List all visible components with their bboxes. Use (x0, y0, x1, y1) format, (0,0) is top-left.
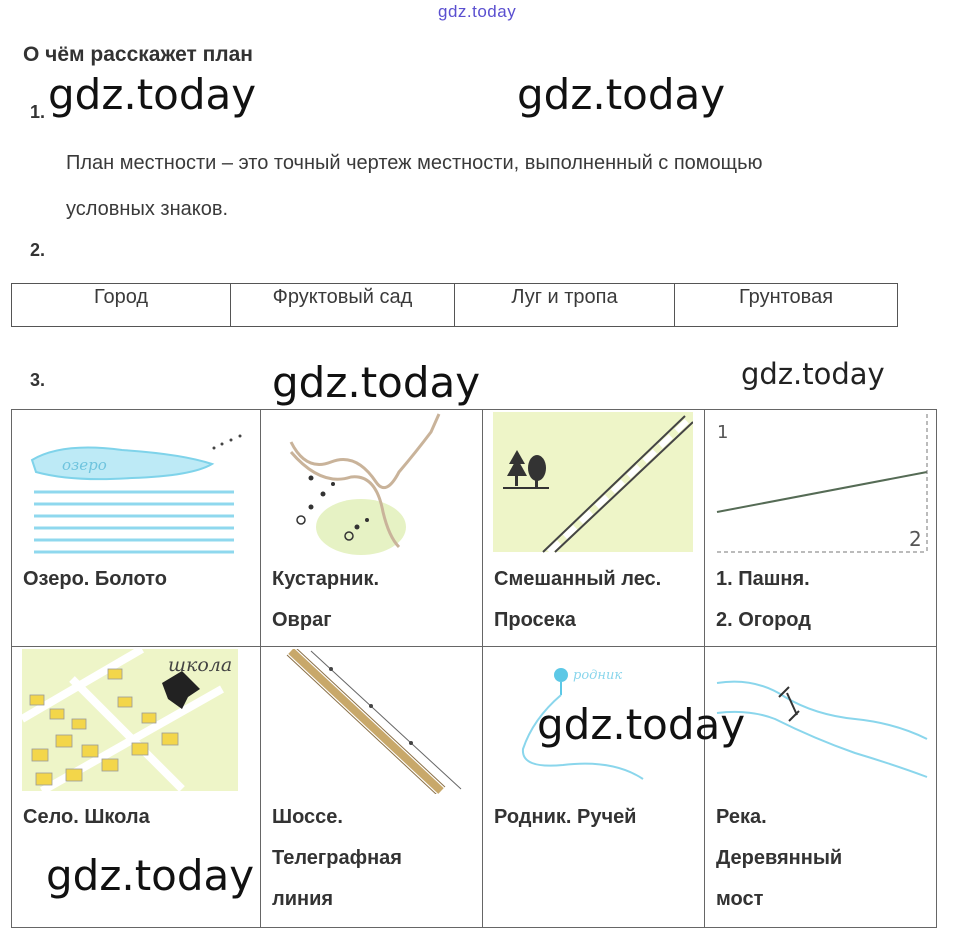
symbol-caption (494, 797, 636, 838)
river-bridge-symbol (715, 649, 931, 794)
symbol-cell-river (705, 647, 936, 927)
school-label: школа (168, 654, 233, 676)
symbol-caption (716, 559, 811, 641)
watermark: gdz.today (272, 358, 481, 407)
lake-label: озеро (62, 456, 107, 474)
caption-line: Река. (716, 806, 767, 828)
symbol-caption (716, 797, 842, 920)
symbol-cell-forest (483, 410, 705, 647)
table-cell: Луг и тропа (455, 284, 675, 327)
symbol-caption (23, 797, 150, 838)
field-garden-symbol (715, 412, 931, 557)
page-title: О чём расскажет план (23, 43, 253, 66)
symbol-caption (272, 797, 402, 920)
answer-text (66, 140, 954, 232)
watermark-small: gdz.today (438, 2, 517, 21)
caption-line: Кустарник. (272, 568, 380, 590)
caption-line: Деревянный (716, 847, 843, 869)
caption-line: 2. Огород (716, 609, 811, 631)
caption-line: Озеро. Болото (23, 568, 167, 590)
table-cell: Грунтовая (675, 284, 898, 327)
caption-line: Телеграфная (272, 847, 402, 869)
section-number: 2. (30, 240, 46, 260)
mark-1: 1 (717, 422, 729, 443)
caption-line: 1. Пашня. (716, 568, 810, 590)
answer-table (11, 283, 898, 327)
watermark: gdz.today (537, 700, 746, 749)
table-cell: Фруктовый сад (231, 284, 455, 327)
forest-clearing-symbol (493, 412, 693, 557)
answer-line: условных знаков. (66, 198, 229, 220)
answer-line: План местности – это точный чертеж местности, выполненный с помощью (66, 152, 763, 174)
highway-telegraph-symbol (271, 649, 476, 794)
lake-swamp-symbol (22, 412, 250, 557)
caption-line: линия (272, 888, 334, 910)
watermark: gdz.today (46, 851, 255, 900)
caption-line: Смешанный лес. (494, 568, 662, 590)
section-number: 3. (30, 370, 46, 390)
symbol-caption (23, 559, 167, 600)
section-number: 1. (30, 102, 46, 122)
symbol-caption (494, 559, 661, 641)
symbol-caption (272, 559, 379, 641)
caption-line: Шоссе. (272, 806, 343, 828)
watermark: gdz.today (48, 70, 257, 119)
symbol-cell-field (705, 410, 936, 647)
table-cell: Город (12, 284, 231, 327)
symbol-cell-highway (261, 647, 483, 927)
watermark: gdz.today (741, 357, 885, 391)
caption-line: мост (716, 888, 764, 910)
caption-line: Родник. Ручей (494, 806, 637, 828)
caption-line: Просека (494, 609, 576, 631)
spring-label: родник (573, 668, 623, 683)
village-school-symbol (22, 649, 252, 794)
symbol-cell-spring (483, 647, 705, 927)
mark-2: 2 (909, 527, 922, 551)
shrubs-ravine-symbol (271, 412, 476, 557)
symbol-cell-shrubs (261, 410, 483, 647)
symbol-cell-lake (12, 410, 261, 647)
caption-line: Село. Школа (23, 806, 150, 828)
watermark: gdz.today (517, 70, 726, 119)
caption-line: Овраг (272, 609, 332, 631)
